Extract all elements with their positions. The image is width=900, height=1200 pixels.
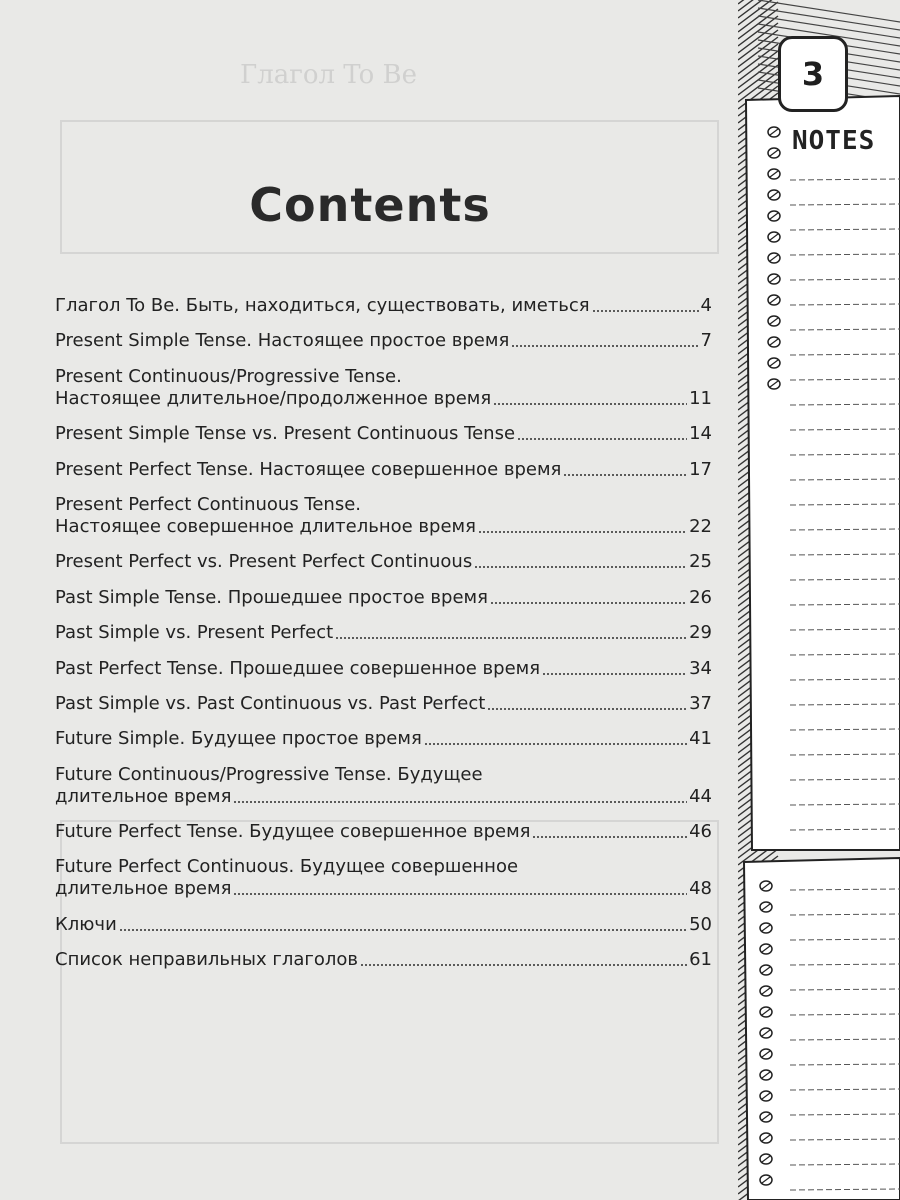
toc-entry-row: [55, 459, 712, 481]
dot-leader: [335, 637, 687, 639]
dot-leader: [474, 566, 687, 568]
dot-leader: [532, 836, 687, 838]
toc-entry-page: 46: [689, 821, 712, 843]
toc-entry-row: [55, 295, 712, 317]
toc-entry-title: Past Simple vs. Past Continuous vs. Past Perfect: [55, 692, 486, 714]
toc-entry-title: Future Perfect Tense. Будущее совершенное время: [55, 821, 531, 843]
toc-entry-title: Настоящее длительное/продолженное время: [55, 387, 492, 409]
toc-entry: [55, 764, 712, 808]
toc-entry-page: 4: [700, 295, 712, 316]
toc-entry-row: [55, 587, 712, 609]
toc-entry-title-line1: Present Perfect Continuous Tense.: [55, 493, 362, 515]
toc-entry-page: 50: [689, 913, 712, 935]
page-number-badge: 3: [778, 36, 848, 112]
dot-leader: [478, 531, 687, 533]
toc-entry-row: [55, 330, 712, 352]
toc-entry-page: 17: [689, 458, 712, 480]
dot-leader: [119, 929, 687, 931]
table-of-contents: [55, 295, 712, 985]
toc-entry: [55, 658, 712, 680]
toc-entry: [55, 494, 712, 538]
ghost-title: Глагол To Be: [240, 60, 418, 90]
toc-entry-page: 29: [689, 622, 712, 644]
toc-entry: [55, 821, 712, 843]
toc-entry-title: Past Simple Tense. Прошедшее простое время: [55, 586, 488, 608]
dot-leader: [360, 964, 687, 966]
toc-entry: [55, 366, 712, 410]
toc-entry: [55, 551, 712, 573]
toc-entry: [55, 728, 712, 750]
toc-entry: [55, 423, 712, 445]
toc-entry: [55, 914, 712, 936]
toc-entry: [55, 949, 712, 971]
toc-entry-title: Present Simple Tense vs. Present Continuous Tense: [55, 423, 516, 445]
toc-entry-row: [55, 516, 712, 538]
toc-entry-row: [55, 388, 712, 410]
dot-leader: [592, 310, 699, 312]
toc-entry-row: [55, 878, 712, 900]
toc-entry-title: Present Simple Tense. Настоящее простое время: [55, 330, 510, 352]
toc-entry-row: [55, 821, 712, 843]
dot-leader: [563, 474, 687, 476]
toc-entry: [55, 587, 712, 609]
dot-leader: [511, 345, 698, 347]
toc-entry-row: [55, 551, 712, 573]
dot-leader: [233, 893, 687, 895]
toc-entry-title-line1: Present Continuous/Progressive Tense.: [55, 365, 402, 387]
toc-entry-row: [55, 786, 712, 808]
toc-entry: [55, 693, 712, 715]
toc-entry-page: 41: [689, 728, 712, 750]
toc-entry-row: [55, 914, 712, 936]
dot-leader: [424, 743, 687, 745]
toc-entry-page: 25: [689, 551, 712, 573]
toc-entry-title: Present Perfect Tense. Настоящее совершенное время: [55, 458, 562, 480]
toc-entry-page: 61: [689, 949, 712, 971]
toc-entry-row: [55, 423, 712, 445]
dot-leader: [517, 438, 687, 440]
toc-entry: [55, 856, 712, 900]
toc-entry-page: 26: [689, 586, 712, 608]
toc-entry-page: 14: [689, 423, 712, 445]
notebook-decoration: [738, 0, 900, 1200]
toc-entry-row: [55, 658, 712, 680]
toc-entry-row: [55, 693, 712, 715]
page-title: Contents: [249, 178, 491, 232]
toc-entry-title: Past Simple vs. Present Perfect: [55, 622, 334, 644]
toc-entry-page: 37: [689, 692, 712, 714]
toc-entry-page: 7: [700, 330, 712, 352]
toc-entry-title: Future Simple. Будущее простое время: [55, 728, 422, 750]
dot-leader: [233, 801, 687, 803]
toc-entry: [55, 622, 712, 644]
dot-leader: [542, 673, 687, 675]
toc-entry-title: Ключи: [55, 913, 117, 935]
toc-entry-row: [55, 949, 712, 971]
toc-entry-row: [55, 728, 712, 750]
toc-entry-title: Список неправильных глаголов: [55, 949, 358, 971]
toc-entry-page: 22: [689, 515, 712, 537]
toc-entry-title-line1: Future Continuous/Progressive Tense. Будущее: [55, 763, 483, 785]
toc-entry: [55, 459, 712, 481]
toc-entry-title: Present Perfect vs. Present Perfect Continuous: [55, 551, 473, 573]
dot-leader: [487, 708, 687, 710]
toc-entry: [55, 330, 712, 352]
toc-entry-title-line1: Future Perfect Continuous. Будущее совершенное: [55, 856, 519, 878]
toc-entry-title: длительное время: [55, 785, 232, 807]
toc-entry-page: 11: [689, 387, 712, 409]
toc-entry-row: [55, 622, 712, 644]
toc-entry-title: Past Perfect Tense. Прошедшее совершенное время: [55, 657, 541, 679]
toc-entry-title: Глагол To Be. Быть, находиться, существовать, иметься: [55, 295, 590, 316]
toc-entry-title: Настоящее совершенное длительное время: [55, 515, 476, 537]
toc-entry: [55, 295, 712, 317]
dot-leader: [493, 403, 687, 405]
notes-label: NOTES: [792, 126, 876, 156]
toc-entry-page: 34: [689, 657, 712, 679]
toc-entry-page: 44: [689, 785, 712, 807]
toc-entry-title: длительное время: [55, 878, 232, 900]
toc-entry-page: 48: [689, 878, 712, 900]
dot-leader: [490, 602, 687, 604]
notebook-sheet-top: [746, 96, 900, 850]
